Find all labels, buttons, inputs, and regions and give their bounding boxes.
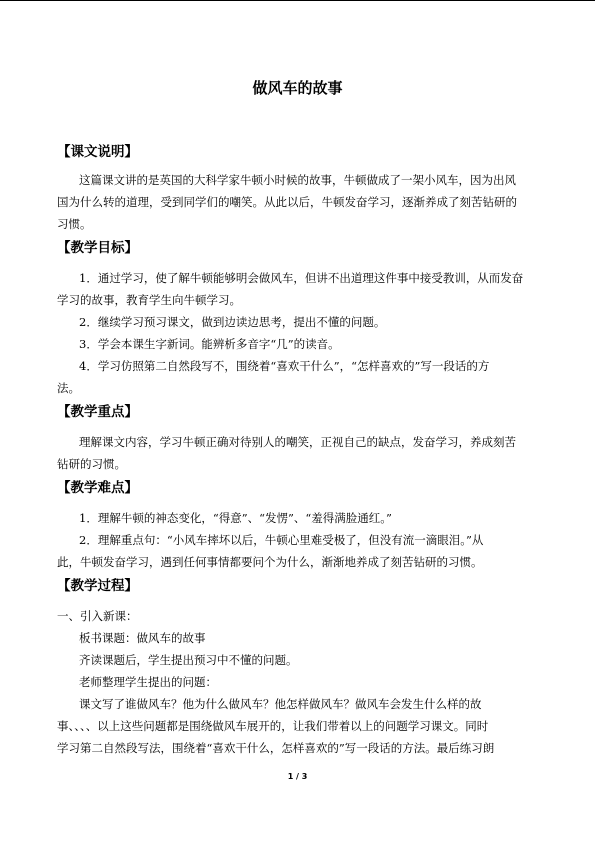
intro-line-2: 国为什么转的道理，受到同学们的嘲笑。从此以后，牛顿发奋学习，逐渐养成了刻苦钻研的 — [57, 195, 517, 209]
goals-line-6: 法。 — [57, 381, 80, 395]
difficulties-line-3: 此，牛顿发奋学习，遇到任何事情都要问个为什么，渐渐地养成了刻苦钻研的习惯。 — [57, 555, 483, 569]
process-line-4: 老师整理学生提出的问题： — [79, 675, 217, 689]
process-line-2: 板书课题：做风车的故事 — [79, 631, 206, 645]
document-title: 做风车的故事 — [252, 79, 343, 97]
process-line-5: 课文写了谁做风车？他为什么做风车？他怎样做风车？做风车会发生什么样的故 — [79, 697, 482, 711]
intro-line-1: 这篇课文讲的是英国的大科学家牛顿小时候的故事，牛顿做成了一架小风车，因为出风 — [79, 173, 516, 187]
section-heading-difficulties: 【教学难点】 — [57, 480, 138, 496]
goals-line-1: 1．通过学习，使了解牛顿能够明会做风车，但讲不出道理这件事中接受教训，从而发奋 — [79, 271, 524, 285]
process-line-1: 一、引入新课： — [57, 609, 138, 623]
process-line-3: 齐读课题后，学生提出预习中不懂的问题。 — [79, 653, 298, 667]
page-number: 1 / 3 — [287, 772, 308, 781]
process-line-7: 学习第二自然段写法，围绕着“喜欢干什么，怎样喜欢的”写一段话的方法。最后练习朗 — [57, 741, 495, 755]
goals-line-2: 学习的故事，教育学生向牛顿学习。 — [57, 293, 241, 307]
difficulties-line-1: 1．理解牛顿的神态变化，“得意”、“发愣”、“羞得满脸通红。” — [79, 511, 392, 525]
key-points-line-1: 理解课文内容，学习牛顿正确对待别人的嘲笑，正视自己的缺点，发奋学习，养成刻苦 — [79, 435, 516, 449]
difficulties-line-2: 2．理解重点句：“小风车摔坏以后，牛顿心里难受极了，但没有流一滴眼泪。”从 — [79, 533, 484, 547]
top-rule — [0, 0, 595, 1]
section-heading-process: 【教学过程】 — [57, 578, 138, 594]
goals-line-4: 3．学会本课生字新词。能辨析多音字“几”的读音。 — [79, 337, 340, 351]
intro-line-3: 习惯。 — [57, 217, 92, 231]
section-heading-key-points: 【教学重点】 — [57, 404, 138, 420]
section-heading-goals: 【教学目标】 — [57, 240, 138, 256]
process-line-6: 事、、、、以上这些问题都是围绕做风车展开的，让我们带着以上的问题学习课文。同时 — [57, 719, 489, 733]
goals-line-5: 4．学习仿照第二自然段写不，围绕着“喜欢干什么”，“怎样喜欢的”写一段话的方 — [79, 359, 490, 373]
key-points-line-2: 钻研的习惯。 — [57, 457, 126, 471]
goals-line-3: 2．继续学习预习课文，做到边读边思考，提出不懂的问题。 — [79, 315, 386, 329]
section-heading-intro: 【课文说明】 — [57, 144, 138, 160]
